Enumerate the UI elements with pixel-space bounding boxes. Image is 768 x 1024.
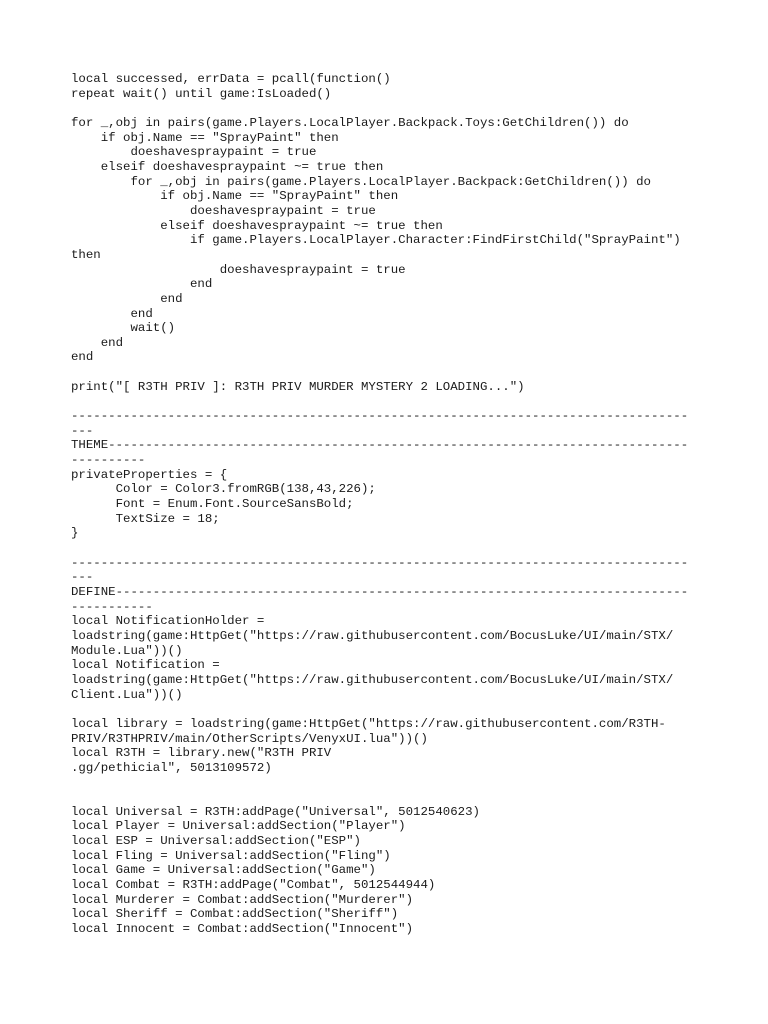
code-line: local library = loadstring(game:HttpGet("https://raw.githubusercontent.com/R3TH- [71,716,666,731]
code-line: local Game = Universal:addSection("Game") [71,863,376,878]
code-line: ---------- [71,453,146,468]
code-line: elseif doeshavespraypaint ~= true then [71,218,443,233]
code-line: if obj.Name == "SprayPaint" then [71,130,339,145]
code-line: if game.Players.LocalPlayer.Character:FindFirstChild("SprayPaint") [71,233,681,248]
code-line: doeshavespraypaint = true [71,262,406,277]
code-line: THEME------------------------------------------------------------------------------ [71,438,689,453]
code-line: --- [71,423,94,438]
code-line: end [71,291,183,306]
code-line: privateProperties = { [71,467,228,482]
code-line: for _,obj in pairs(game.Players.LocalPlayer.Backpack:GetChildren()) do [71,174,651,189]
code-line: local Player = Universal:addSection("Player") [71,819,406,834]
code-line: ----------- [71,599,153,614]
code-line: if obj.Name == "SprayPaint" then [71,189,399,204]
code-line: local ESP = Universal:addSection("ESP") [71,834,361,849]
code-block [71,72,711,937]
code-line: doeshavespraypaint = true [71,203,376,218]
code-line: Color = Color3.fromRGB(138,43,226); [71,482,376,497]
code-line: local Combat = R3TH:addPage("Combat", 5012544944) [71,878,436,893]
code-line: for _,obj in pairs(game.Players.LocalPlayer.Backpack.Toys:GetChildren()) do [71,115,629,130]
code-line: local R3TH = library.new("R3TH PRIV [71,746,332,761]
code-line: ----------------------------------------------------------------------------------- [71,409,689,424]
code-line: local Fling = Universal:addSection("Fling") [71,848,391,863]
code-line: print("[ R3TH PRIV ]: R3TH PRIV MURDER MYSTERY 2 LOADING...") [71,379,525,394]
code-line: local Notification = [71,658,220,673]
code-line: local Universal = R3TH:addPage("Universal", 5012540623) [71,804,480,819]
code-line: loadstring(game:HttpGet("https://raw.githubusercontent.com/BocusLuke/UI/main/STX/ [71,628,674,643]
code-line: then [71,247,101,262]
code-line: repeat wait() until game:IsLoaded() [71,86,332,101]
code-line: end [71,277,213,292]
code-line: Font = Enum.Font.SourceSansBold; [71,497,354,512]
code-line: loadstring(game:HttpGet("https://raw.githubusercontent.com/BocusLuke/UI/main/STX/ [71,672,674,687]
code-line: doeshavespraypaint = true [71,145,317,160]
code-line: local Murderer = Combat:addSection("Murderer") [71,892,414,907]
code-line: Client.Lua"))() [71,687,183,702]
document-page [71,72,711,937]
code-line: } [71,526,79,541]
code-line: Module.Lua"))() [71,643,183,658]
code-line: local Innocent = Combat:addSection("Innocent") [71,922,414,937]
code-line: local Sheriff = Combat:addSection("Sheriff") [71,907,399,922]
code-line: TextSize = 18; [71,511,220,526]
code-line: --- [71,570,94,585]
code-line: ----------------------------------------------------------------------------------- [71,555,689,570]
code-line: PRIV/R3THPRIV/main/OtherScripts/VenyxUI.lua"))() [71,731,428,746]
code-line: end [71,306,153,321]
code-line: local successed, errData = pcall(function() [71,72,391,86]
code-line: end [71,335,124,350]
code-line: wait() [71,321,176,336]
code-line: local NotificationHolder = [71,614,265,629]
code-line: end [71,350,94,365]
code-line: elseif doeshavespraypaint ~= true then [71,159,384,174]
code-line: .gg/pethicial", 5013109572) [71,760,272,775]
code-line: DEFINE----------------------------------------------------------------------------- [71,584,689,599]
